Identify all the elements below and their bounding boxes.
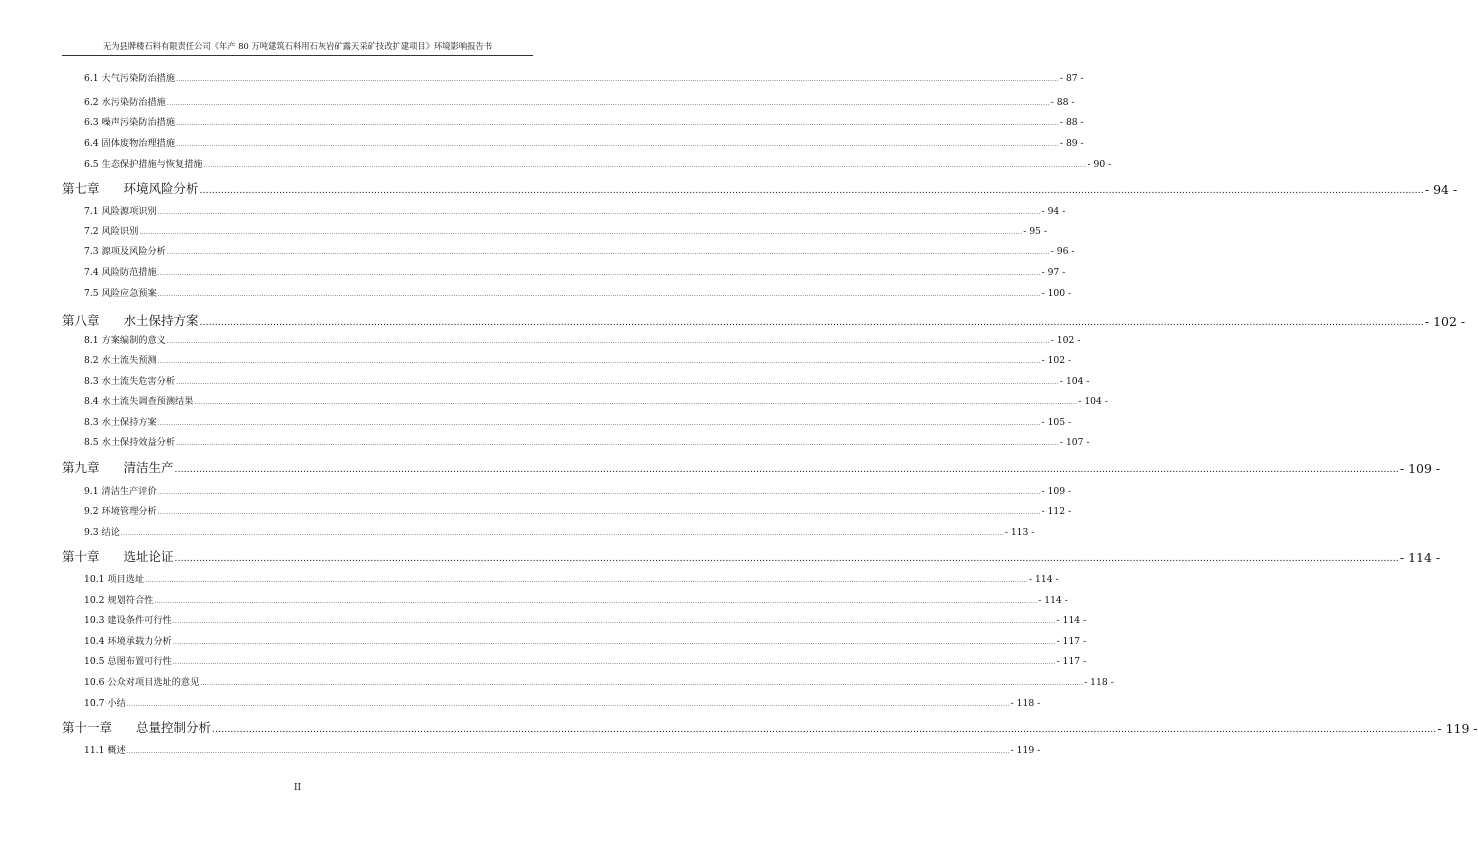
toc-page-number: - 112 - [1041, 506, 1072, 517]
dot-leader: ................................................................................................................................................................................................................................................................................................................................................................................................................ [194, 399, 1078, 406]
dot-leader: ................................................................................................................................................................................................................................................................................................................................................................................................................ [139, 229, 1023, 236]
toc-section-entry[interactable] [84, 157, 1112, 170]
dot-leader: ................................................................................................................................................................................................................................................................................................................................................................................................................ [157, 270, 1041, 277]
chapter-number: 第十章 [62, 549, 100, 564]
toc-section-label: 10.6 公众对项目选址的意见 [84, 677, 200, 688]
toc-section-entry[interactable] [84, 435, 1090, 448]
dot-leader: ................................................................................................................................................................................................................................................................................................................................................................................................................ [172, 639, 1056, 646]
toc-page-number: - 117 - [1056, 636, 1087, 647]
dot-leader: ................................................................................................................................................................................................................................................................................................................................................................................................................ [154, 598, 1038, 605]
dot-leader: ................................................................................................................................................................................................................................................................................................................................................................................................................ [166, 100, 1050, 107]
toc-page-number: - 95 - [1023, 226, 1047, 237]
dot-leader: ................................................................................................................................................................................................................................................................................................................................................................................................................ [157, 489, 1041, 496]
chapter-number: 第十一章 [62, 720, 113, 735]
toc-section-label: 8.5 水土保持效益分析 [84, 437, 176, 448]
toc-section-entry[interactable] [84, 634, 1087, 647]
toc-chapter-label [62, 718, 211, 736]
toc-section-entry[interactable] [84, 613, 1087, 626]
toc-page-number: - 96 - [1050, 246, 1075, 257]
header-rule [62, 55, 533, 56]
toc-section-entry[interactable] [84, 136, 1084, 149]
toc-section-label: 10.3 建设条件可行性 [84, 615, 172, 626]
toc-page-number: - 119 - [1010, 745, 1041, 756]
toc-chapter-entry[interactable] [62, 720, 1478, 736]
toc-section-entry[interactable] [84, 593, 1068, 606]
chapter-title: 选址论证 [123, 549, 174, 564]
toc-section-label: 10.4 环境承载力分析 [84, 636, 172, 647]
dot-leader: ................................................................................................................................................................................................................................................................................................................................................................................................................ [157, 509, 1041, 516]
toc-page-number: - 94 - [1041, 206, 1066, 217]
toc-section-label: 8.4 水土流失调查预测结果 [84, 396, 194, 407]
toc-section-label: 10.1 项目选址 [84, 574, 145, 585]
toc-section-label: 6.5 生态保护措施与恢复措施 [84, 159, 203, 170]
chapter-title: 清洁生产 [123, 460, 174, 475]
toc-page-number: - 90 - [1087, 159, 1112, 170]
toc-section-label: 10.2 规划符合性 [84, 595, 154, 606]
dot-leader: ................................................................................................................................................................................................................................................................................................................................................................................................................ [172, 618, 1056, 625]
toc-section-entry[interactable] [84, 353, 1072, 366]
dot-leader: ................................................................................................................................................................................................................................................................................................................................................................................................................ [166, 249, 1050, 256]
dot-leader: ................................................................................................................................................................................................................................................................................................................................................................................................................ [176, 379, 1059, 386]
toc-chapter-entry[interactable] [62, 460, 1441, 476]
toc-page-number: - 113 - [1004, 527, 1035, 538]
toc-page-number: - 97 - [1041, 267, 1066, 278]
toc-page-number: - 107 - [1059, 437, 1090, 448]
toc-section-label: 8.1 方案编制的意义 [84, 335, 166, 346]
toc-section-label: 7.1 风险源项识别 [84, 206, 157, 217]
toc-section-entry[interactable] [84, 484, 1072, 497]
toc-section-entry[interactable] [84, 333, 1081, 346]
dot-leader: ................................................................................................................................................................................................................................................................................................................................................................................................................ [157, 358, 1041, 365]
toc-chapter-entry[interactable] [62, 313, 1466, 329]
toc-section-entry[interactable] [84, 654, 1087, 667]
toc-page-number: - 114 - [1399, 550, 1441, 565]
toc-page-number: - 87 - [1059, 73, 1084, 84]
dot-leader: ................................................................................................................................................................................................................................................................................................................................................................................................................ [120, 530, 1004, 537]
toc-chapter-label [62, 458, 174, 476]
toc-page-number: - 88 - [1050, 97, 1075, 108]
dot-leader: ................................................................................................................................................................................................................................................................................................................................................................................................................ [176, 440, 1059, 447]
dot-leader: ................................................................................................................................................................................................................................................................................................................................................................................................................ [176, 120, 1059, 127]
chapter-number: 第八章 [62, 313, 100, 328]
dot-leader: ................................................................................................................................................................................................................................................................................................................................................................................................................ [174, 554, 1399, 564]
toc-section-label: 7.4 风险防范措施 [84, 267, 157, 278]
toc-chapter-label [62, 179, 199, 197]
dot-leader: ................................................................................................................................................................................................................................................................................................................................................................................................................ [176, 76, 1059, 83]
dot-leader: ................................................................................................................................................................................................................................................................................................................................................................................................................ [126, 748, 1010, 755]
dot-leader: ................................................................................................................................................................................................................................................................................................................................................................................................................ [199, 318, 1424, 328]
toc-section-entry[interactable] [84, 286, 1072, 299]
toc-section-label: 8.3 水土保持方案 [84, 417, 157, 428]
toc-page-number: - 89 - [1059, 138, 1084, 149]
toc-section-entry[interactable] [84, 743, 1041, 756]
toc-section-label: 9.1 清洁生产评价 [84, 486, 157, 497]
toc-page-number: - 100 - [1041, 288, 1072, 299]
toc-section-entry[interactable] [84, 95, 1075, 108]
dot-leader: ................................................................................................................................................................................................................................................................................................................................................................................................................ [172, 659, 1056, 666]
toc-page-number: - 117 - [1056, 656, 1087, 667]
toc-section-entry[interactable] [84, 696, 1041, 709]
toc-page-number: - 109 - [1041, 486, 1072, 497]
toc-section-entry[interactable] [84, 394, 1108, 407]
dot-leader: ................................................................................................................................................................................................................................................................................................................................................................................................................ [157, 291, 1041, 298]
toc-section-label: 10.7 小结 [84, 698, 126, 709]
toc-page-number: - 114 - [1056, 615, 1087, 626]
toc-section-label: 7.2 风险识别 [84, 226, 139, 237]
toc-page-number: - 102 - [1424, 314, 1466, 329]
dot-leader: ................................................................................................................................................................................................................................................................................................................................................................................................................ [199, 186, 1424, 196]
toc-section-entry[interactable] [84, 71, 1084, 84]
toc-section-label: 7.3 源项及风险分析 [84, 246, 166, 257]
toc-section-entry[interactable] [84, 224, 1047, 237]
dot-leader: ................................................................................................................................................................................................................................................................................................................................................................................................................ [200, 680, 1084, 687]
chapter-number: 第七章 [62, 181, 100, 196]
toc-section-label: 8.3 水土流失危害分析 [84, 376, 176, 387]
toc-page-number: - 88 - [1059, 117, 1084, 128]
toc-page-number: - 102 - [1041, 355, 1072, 366]
dot-leader: ................................................................................................................................................................................................................................................................................................................................................................................................................ [212, 725, 1437, 735]
toc-page-number: - 109 - [1399, 461, 1441, 476]
dot-leader: ................................................................................................................................................................................................................................................................................................................................................................................................................ [166, 338, 1050, 345]
toc-section-label: 11.1 概述 [84, 745, 126, 756]
dot-leader: ................................................................................................................................................................................................................................................................................................................................................................................................................ [126, 701, 1010, 708]
toc-page-number: - 104 - [1059, 376, 1090, 387]
toc-section-entry[interactable] [84, 374, 1090, 387]
toc-page-number: - 105 - [1041, 417, 1072, 428]
toc-section-label: 8.2 水土流失预测 [84, 355, 157, 366]
dot-leader: ................................................................................................................................................................................................................................................................................................................................................................................................................ [157, 420, 1041, 427]
chapter-title: 总量控制分析 [136, 720, 212, 735]
toc-chapter-label [62, 311, 199, 329]
dot-leader: ................................................................................................................................................................................................................................................................................................................................................................................................................ [176, 141, 1059, 148]
chapter-title: 水土保持方案 [123, 313, 199, 328]
page-number: II [293, 783, 302, 793]
toc-page-number: - 104 - [1078, 396, 1108, 407]
toc-section-entry[interactable] [84, 115, 1084, 128]
toc-section-label: 9.2 环境管理分析 [84, 506, 157, 517]
toc-page-number: - 119 - [1437, 721, 1478, 736]
toc-section-entry[interactable] [84, 265, 1066, 278]
dot-leader: ................................................................................................................................................................................................................................................................................................................................................................................................................ [203, 162, 1087, 169]
toc-section-entry[interactable] [84, 572, 1059, 585]
toc-page-number: - 118 - [1010, 698, 1041, 709]
dot-leader: ................................................................................................................................................................................................................................................................................................................................................................................................................ [174, 465, 1399, 475]
toc-section-entry[interactable] [84, 504, 1072, 517]
toc-section-label: 10.5 总图布置可行性 [84, 656, 172, 667]
toc-chapter-label [62, 547, 174, 565]
toc-section-label: 6.1 大气污染防治措施 [84, 73, 176, 84]
dot-leader: ................................................................................................................................................................................................................................................................................................................................................................................................................ [145, 577, 1029, 584]
toc-section-entry[interactable] [84, 204, 1066, 217]
chapter-title: 环境风险分析 [123, 181, 199, 196]
toc-page-number: - 114 - [1029, 574, 1059, 585]
dot-leader: ................................................................................................................................................................................................................................................................................................................................................................................................................ [157, 209, 1041, 216]
toc-section-entry[interactable] [84, 525, 1035, 538]
toc-section-entry[interactable] [84, 415, 1072, 428]
toc-section-label: 6.2 水污染防治措施 [84, 97, 166, 108]
toc-page-number: - 94 - [1424, 182, 1458, 197]
toc-section-label: 7.5 风险应急预案 [84, 288, 157, 299]
toc-page-number: - 114 - [1038, 595, 1068, 606]
chapter-number: 第九章 [62, 460, 100, 475]
toc-page-number: - 118 - [1084, 677, 1114, 688]
toc-chapter-entry[interactable] [62, 181, 1458, 197]
toc-section-label: 6.4 固体废物治理措施 [84, 138, 176, 149]
toc-section-entry[interactable] [84, 675, 1114, 688]
toc-section-label: 6.3 噪声污染防治措施 [84, 117, 176, 128]
toc-chapter-entry[interactable] [62, 549, 1441, 565]
toc-section-entry[interactable] [84, 244, 1075, 257]
running-header: 无为县牌楼石料有限责任公司《年产 80 万吨建筑石料用石灰岩矿露天采矿技改扩建项目》环境影响报告书 [102, 41, 493, 51]
toc-section-label: 9.3 结论 [84, 527, 120, 538]
toc-page-number: - 102 - [1050, 335, 1081, 346]
